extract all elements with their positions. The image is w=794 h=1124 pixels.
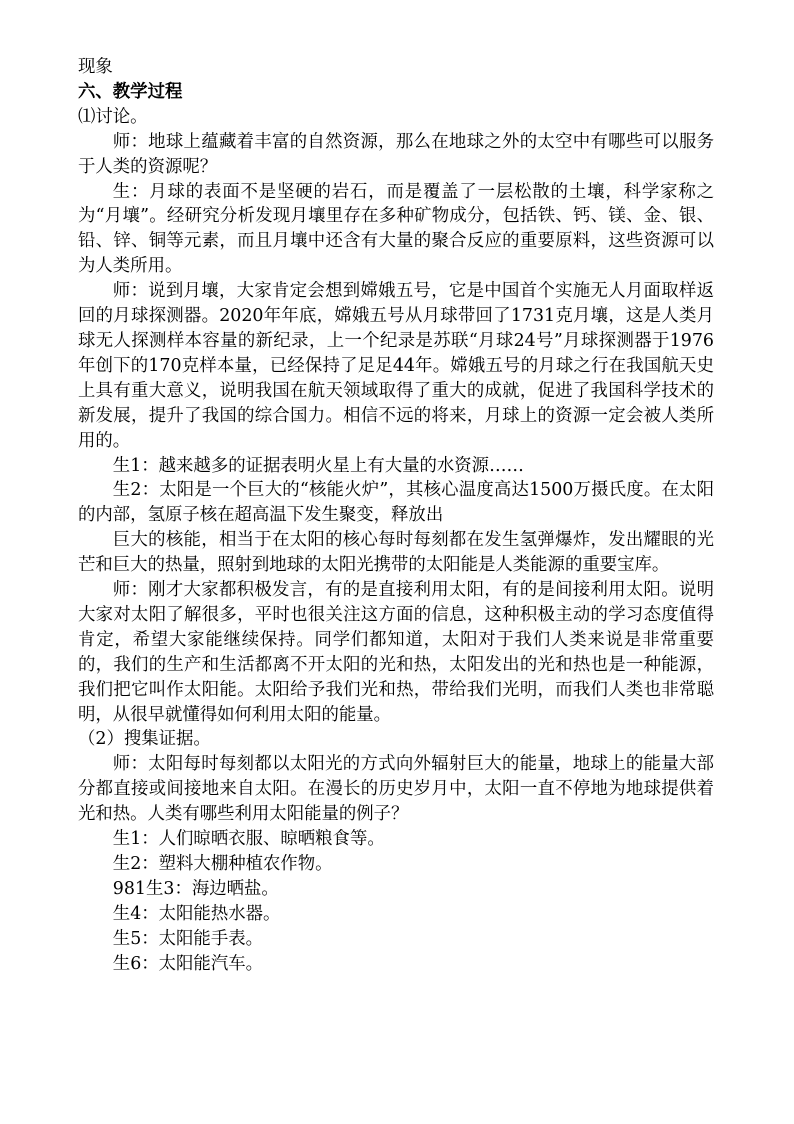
paragraph-student-lunar-soil: 生：月球的表面不是坚硬的岩石，而是覆盖了一层松散的土壤，科学家称之为“月壤”。经研究分析发现月壤里存在多种矿物成分，包括铁、钙、镁、金、银、铅、锌、铜等元素，而且月壤中还含有大量的聚合反应的重要原料，这些资源可以为人类所用。 — [78, 181, 714, 277]
list-item-student5: 生5：太阳能手表。 — [112, 928, 263, 949]
subheading-collect-evidence: （2）搜集证据。 — [78, 729, 211, 750]
list-item-student3: 981生3：海边晒盐。 — [112, 878, 279, 899]
paragraph-nuclear-energy: 巨大的核能，相当于在太阳的核心每时每刻都在发生氢弹爆炸，发出耀眼的光芒和巨大的热量，照射到地球的太阳光携带的太阳能是人类能源的重要宝库。 — [78, 530, 714, 576]
list-item-student6: 生6：太阳能汽车。 — [112, 953, 263, 974]
list-item-student2: 生2：塑料大棚种植农作物。 — [112, 854, 333, 874]
paragraph-teacher-solar-energy: 师：太阳每时每刻都以太阳光的方式向外辐射巨大的能量，地球上的能量大部分都直接或间接地来自太阳。在漫长的历史岁月中，太阳一直不停地为地球提供着光和热。人类有哪些利用太阳能量的例子？ — [78, 754, 714, 825]
list-item-student1: 生1：人们晾晒衣服、晾晒粮食等。 — [112, 829, 385, 850]
paragraph-teacher-summary: 师：刚才大家都积极发言，有的是直接利用太阳，有的是间接利用太阳。说明大家对太阳了解很多，平时也很关注这方面的信息，这种积极主动的学习态度值得肯定，希望大家能继续保持。同学们都知道，太阳对于我们人类来说是非常重要的，我们的生产和生活都离不开太阳的光和热，太阳发出的光和热也是一种能源，我们把它叫作太阳能。太阳给予我们光和热，带给我们光明，而我们人类也非常聪明，从很早就懂得如何利用太阳的能量。 — [78, 580, 714, 725]
paragraph-teacher-question: 师：地球上蕴藏着丰富的自然资源，那么在地球之外的太空中有哪些可以服务于人类的资源呢？ — [78, 131, 714, 177]
list-item-student4: 生4：太阳能热水器。 — [112, 903, 281, 924]
paragraph-teacher-change5: 师：说到月壤，大家肯定会想到嫦娥五号，它是中国首个实施无人月面取样返回的月球探测器。2020年年底，嫦娥五号从月球带回了1731克月壤，这是人类月球无人探测样本容量的新纪录，上一个纪录是苏联“月球24号”月球探测器于1976年创下的170克样本量，已经保持了足足44年。嫦娥五号的月球之行在我国航天史上具有重大意义，说明我国在航天领域取得了重大的成就，促进了我国科学技术的新发展，提升了我国的综合国力。相信不远的将来，月球上的资源一定会被人类所用的。 — [78, 281, 714, 451]
subheading-discussion: ⑴讨论。 — [78, 106, 148, 127]
paragraph-phenomenon: 现象 — [78, 57, 113, 77]
paragraph-student2-sun: 生2：太阳是一个巨大的“核能火炉”，其核心温度高达1500万摄氏度。在太阳的内部，氢原子核在超高温下发生聚变，释放出 — [78, 480, 714, 526]
section-heading-teaching-process: 六、教学过程 — [78, 81, 183, 102]
paragraph-student1-mars: 生1：越来越多的证据表明火星上有大量的水资源…… — [112, 455, 524, 476]
document-page — [78, 55, 714, 977]
